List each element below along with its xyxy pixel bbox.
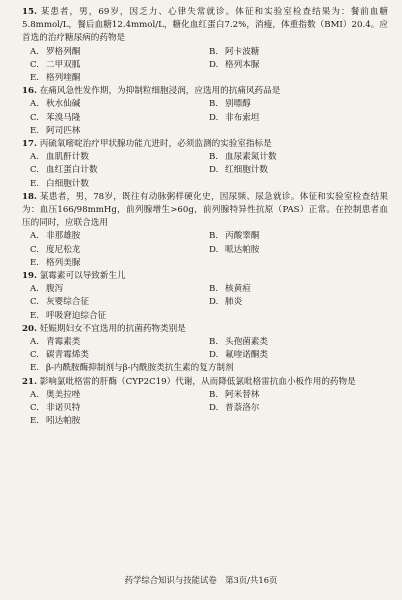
option-letter: E. [30, 125, 40, 136]
question-19 [22, 270, 388, 323]
option-text: β-内酰胺酶抑制剂与β-内酰胺类抗生素的复方制剂 [46, 363, 234, 374]
option-letter: B. [209, 337, 219, 348]
option-letter: C. [30, 403, 40, 414]
option-text: 白细胞计数 [46, 178, 89, 189]
option-letter: C. [30, 350, 40, 361]
option-e[interactable] [30, 257, 209, 270]
option-text: 血肌酐计数 [46, 152, 89, 163]
option-c[interactable] [30, 112, 209, 125]
option-list [30, 98, 388, 138]
question-21 [22, 376, 388, 429]
option-e[interactable] [30, 178, 209, 191]
option-text: 血尿素氮计数 [225, 152, 277, 163]
option-text: 格列喹酮 [46, 73, 81, 84]
question-stem [22, 270, 388, 283]
option-a[interactable] [30, 283, 209, 296]
question-stem [22, 85, 388, 98]
option-letter: A. [30, 284, 39, 295]
option-text: 格列美脲 [46, 257, 81, 268]
option-text: 灰婴综合征 [46, 297, 89, 308]
question-15 [22, 6, 388, 85]
option-a[interactable] [30, 98, 209, 111]
question-16 [22, 85, 388, 138]
question-text: 影响氯吡格雷的肝酶（CYP2C19）代谢，从而降低氯吡格雷抗血小板作用的药物是 [39, 376, 356, 387]
option-letter: E. [30, 257, 40, 268]
option-text: 呼吸窘迫综合征 [46, 310, 107, 321]
option-letter: D. [209, 350, 219, 361]
option-letter: E. [30, 73, 40, 84]
question-17 [22, 138, 388, 191]
option-text: 肺炎 [225, 297, 243, 308]
option-letter: C. [30, 244, 40, 255]
option-d[interactable] [209, 349, 388, 362]
option-text: 核黄疸 [225, 284, 251, 295]
option-letter: A. [30, 389, 39, 400]
option-list [30, 230, 388, 270]
option-letter: D. [209, 297, 219, 308]
option-text: 格列本脲 [225, 59, 260, 70]
question-stem [22, 376, 388, 389]
question-20 [22, 323, 388, 376]
option-text: 非诺贝特 [46, 403, 81, 414]
question-stem [22, 191, 388, 231]
option-letter: B. [209, 46, 219, 57]
option-text: 苯溴马隆 [46, 112, 81, 123]
option-letter: D. [209, 244, 219, 255]
option-text: 头孢菌素类 [225, 337, 268, 348]
option-d[interactable] [209, 164, 388, 177]
question-text: 某患者，男，78岁，既往有动脉粥样硬化史，因尿频、尿急就诊。体征和实验室检查结果为：血压166/98mmHg，前列腺增生>60g，前列腺特异性抗原（PAS）正常。在控制患者血压的同时，应联合选用 [22, 191, 389, 229]
option-text: 丙酸睾酮 [225, 231, 260, 242]
option-letter: D. [209, 165, 219, 176]
option-list [30, 389, 388, 429]
question-stem [22, 138, 388, 151]
question-stem [22, 323, 388, 336]
question-stem [22, 6, 388, 46]
option-text: 青霉素类 [46, 337, 81, 348]
option-c[interactable] [30, 296, 209, 309]
option-text: 别嘌醇 [225, 99, 251, 110]
question-text: 妊娠期妇女不宜选用的抗菌药物类别是 [39, 323, 186, 334]
option-c[interactable] [30, 164, 209, 177]
question-number: 16. [22, 86, 37, 97]
option-text: 哌达帕胺 [225, 244, 260, 255]
option-letter: E. [30, 416, 40, 427]
question-18 [22, 191, 388, 270]
option-e[interactable] [30, 362, 388, 375]
option-letter: E. [30, 310, 40, 321]
option-letter: D. [209, 112, 219, 123]
question-number: 18. [22, 191, 37, 202]
option-c[interactable] [30, 244, 209, 257]
option-text: 秋水仙碱 [46, 99, 81, 110]
option-letter: B. [209, 231, 219, 242]
option-letter: A. [30, 152, 39, 163]
option-a[interactable] [30, 230, 209, 243]
option-e[interactable] [30, 125, 209, 138]
page-footer: 药学综合知识与技能试卷 第3页/共16页 [124, 575, 278, 585]
option-text: 红细胞计数 [225, 165, 268, 176]
option-letter: B. [209, 99, 219, 110]
option-a[interactable] [30, 151, 209, 164]
option-text: 普萘洛尔 [225, 403, 260, 414]
option-b[interactable] [209, 336, 388, 349]
option-d[interactable] [209, 112, 388, 125]
option-c[interactable] [30, 349, 209, 362]
option-letter: A. [30, 337, 39, 348]
option-d[interactable] [209, 244, 388, 257]
option-c[interactable] [30, 59, 209, 72]
option-e[interactable] [30, 72, 209, 85]
option-a[interactable] [30, 46, 209, 59]
option-list [30, 283, 388, 323]
option-letter: D. [209, 403, 219, 414]
option-e[interactable] [30, 310, 209, 323]
option-text: 腹泻 [46, 284, 64, 295]
question-text: 氯霉素可以导致新生儿 [39, 271, 126, 282]
option-text: 氟喹诺酮类 [225, 350, 268, 361]
option-text: 阿司匹林 [46, 125, 81, 136]
option-letter: D. [209, 59, 219, 70]
option-letter: B. [209, 389, 219, 400]
option-letter: C. [30, 59, 40, 70]
question-number: 21. [22, 376, 37, 387]
option-b[interactable] [209, 46, 388, 59]
option-letter: C. [30, 165, 40, 176]
option-text: 奥美拉唑 [46, 389, 81, 400]
option-letter: C. [30, 297, 40, 308]
option-text: 血红蛋白计数 [46, 165, 98, 176]
option-text: 吲达帕胺 [46, 416, 81, 427]
option-a[interactable] [30, 336, 209, 349]
option-text: 二甲双胍 [46, 59, 81, 70]
option-d[interactable] [209, 402, 388, 415]
option-d[interactable] [209, 296, 388, 309]
option-letter: B. [209, 152, 219, 163]
option-text: 碳青霉烯类 [46, 350, 89, 361]
option-text: 罗格列酮 [46, 46, 81, 57]
option-list [30, 336, 388, 376]
option-text: 阿米替林 [225, 389, 260, 400]
option-text: 阿卡波糖 [225, 46, 260, 57]
option-d[interactable] [209, 59, 388, 72]
option-text: 非那雄胺 [46, 231, 81, 242]
question-number: 20. [22, 323, 37, 334]
question-number: 19. [22, 271, 37, 282]
option-letter: A. [30, 99, 39, 110]
option-letter: C. [30, 112, 40, 123]
option-b[interactable] [209, 389, 388, 402]
option-e[interactable] [30, 415, 209, 428]
question-number: 15. [22, 7, 37, 17]
option-b[interactable] [209, 151, 388, 164]
option-b[interactable] [209, 283, 388, 296]
option-letter: A. [30, 231, 39, 242]
question-text: 丙硫氧嘧啶治疗甲状腺功能亢进时，必须监测的实验室指标是 [39, 139, 272, 150]
option-list [30, 151, 388, 191]
option-text: 度尼松龙 [46, 244, 81, 255]
option-text: 非布索坦 [225, 112, 260, 123]
option-letter: E. [30, 178, 40, 189]
option-a[interactable] [30, 389, 209, 402]
option-c[interactable] [30, 402, 209, 415]
option-letter: B. [209, 284, 219, 295]
question-number: 17. [22, 139, 37, 150]
question-text: 某患者，男，69岁，因乏力、心律失常就诊。体征和实验室检查结果为：餐前血糖5.8mmol/L，餐后血糖12.4mmol/L，糖化血红蛋白7.2%，消瘦，体重指数（BMI）20.4。应首选的治疗糖尿病的药物是 [22, 7, 388, 44]
question-text: 在痛风急性发作期，为抑制粒细胞浸润，应选用的抗痛风药品是 [39, 86, 281, 97]
option-letter: A. [30, 46, 39, 57]
option-list [30, 46, 388, 86]
option-b[interactable] [209, 230, 388, 243]
option-letter: E. [30, 363, 40, 374]
option-b[interactable] [209, 98, 388, 111]
